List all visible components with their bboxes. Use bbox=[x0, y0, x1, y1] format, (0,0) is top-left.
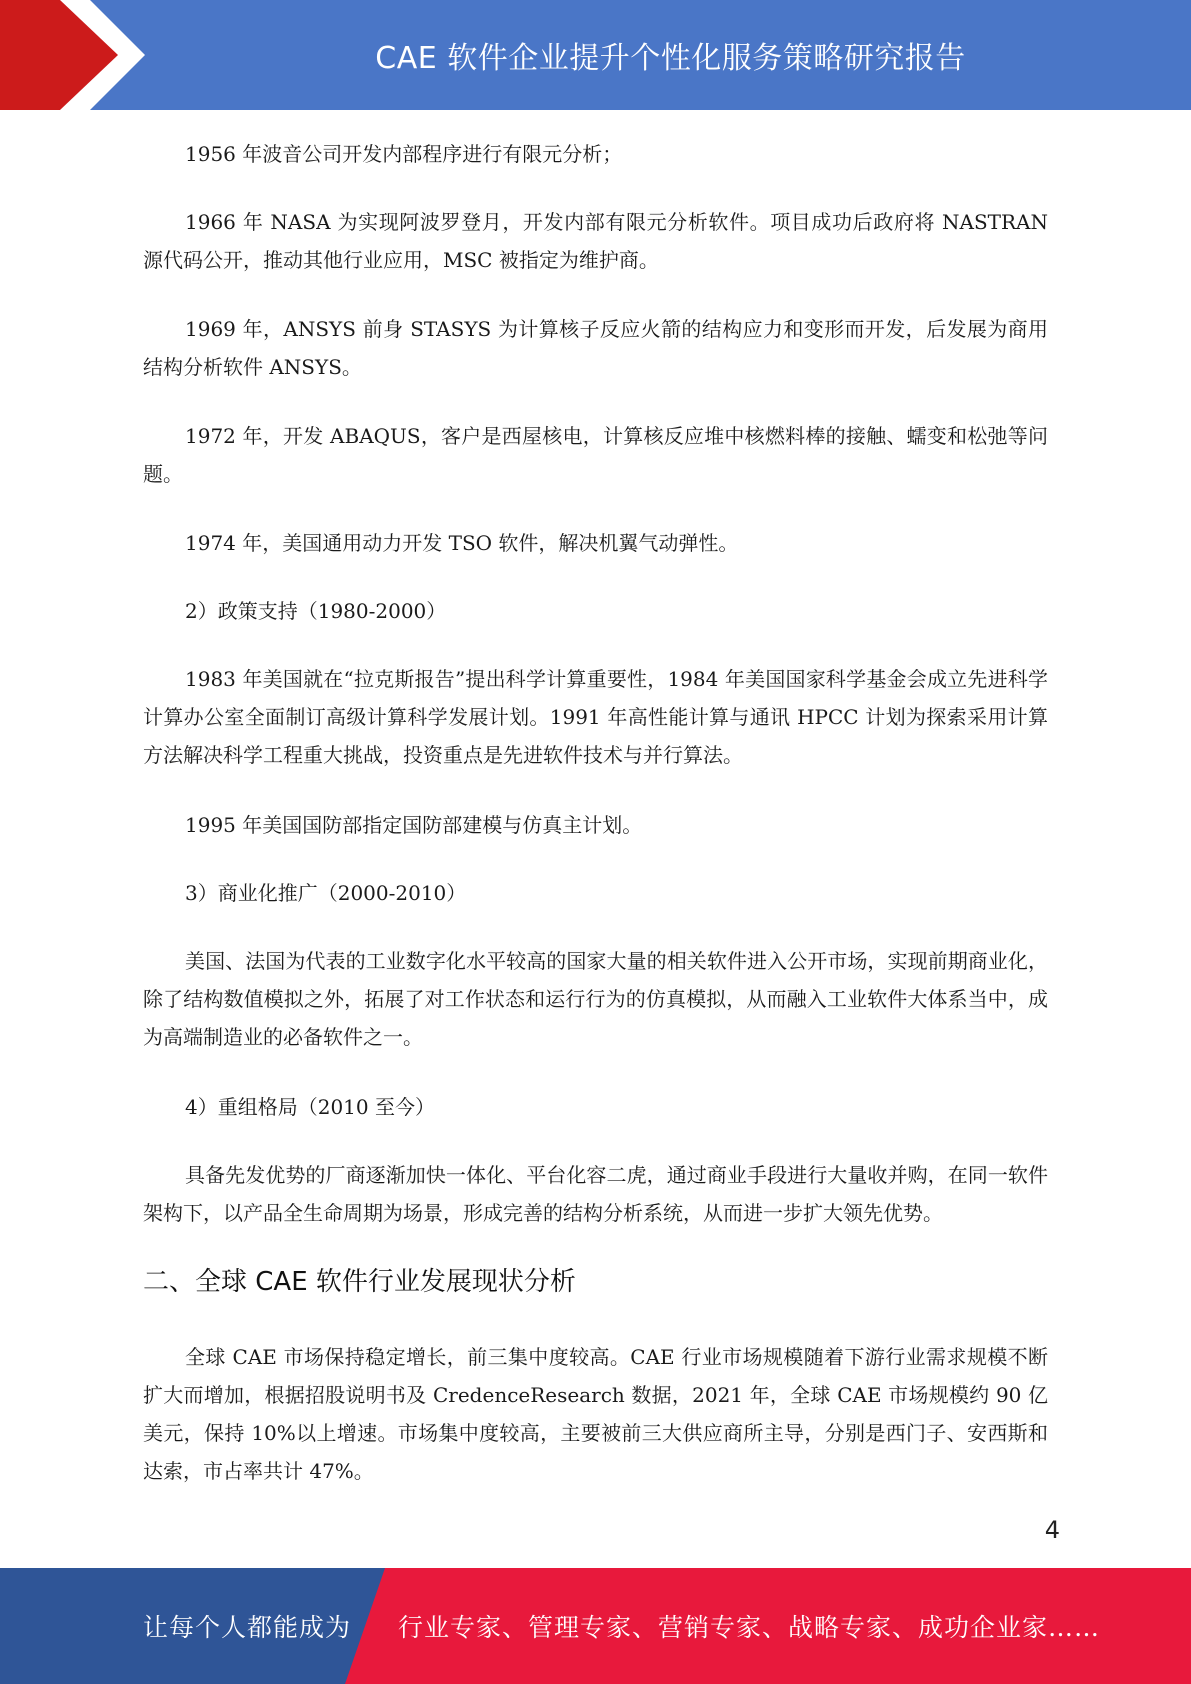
page-header bbox=[0, 0, 1191, 110]
page-number: 4 bbox=[1044, 1516, 1060, 1544]
paragraph-1983: 1983 年美国就在“拉克斯报告”提出科学计算重要性，1984 年美国国家科学基金会成立先进科学计算办公室全面制订高级计算科学发展计划。1991 年高性能计算与通讯 HPCC 计划为探索采用计算方法解决科学工程重大挑战，投资重点是先进软件技术与并行算法。 bbox=[143, 667, 1048, 767]
paragraph-1995: 1995 年美国国防部指定国防部建模与仿真主计划。 bbox=[185, 813, 643, 837]
footer-slogan-left: 让每个人都能成为 bbox=[143, 1613, 352, 1642]
paragraph-1969: 1969 年，ANSYS 前身 STASYS 为计算核子反应火箭的结构应力和变形而开发，后发展为商用结构分析软件 ANSYS。 bbox=[143, 317, 1048, 379]
paragraph-commercialization: 美国、法国为代表的工业数字化水平较高的国家大量的相关软件进入公开市场，实现前期商业化，除了结构数值模拟之外，拓展了对工作状态和运行行为的仿真模拟，从而融入工业软件大体系当中，成为高端制造业的必备软件之一。 bbox=[143, 949, 1048, 1049]
subheading-commercialization: 3）商业化推广（2000-2010） bbox=[185, 881, 467, 905]
paragraph-1966: 1966 年 NASA 为实现阿波罗登月，开发内部有限元分析软件。项目成功后政府将 NASTRAN 源代码公开，推动其他行业应用，MSC 被指定为维护商。 bbox=[143, 210, 1048, 272]
paragraph-global-market: 全球 CAE 市场保持稳定增长，前三集中度较高。CAE 行业市场规模随着下游行业需求规模不断扩大而增加，根据招股说明书及 CredenceResearch 数据，2021 年，全球 CAE 市场规模约 90 亿美元，保持 10%以上增速。市场集中度较高，主要被前三大供应商所主导，分别是西门子、安西斯和达索，市占率共计 47%。 bbox=[143, 1345, 1048, 1483]
report-title: CAE 软件企业提升个性化服务策略研究报告 bbox=[375, 41, 966, 76]
paragraph-restructuring: 具备先发优势的厂商逐渐加快一体化、平台化容二虎，通过商业手段进行大量收并购，在同一软件架构下，以产品全生命周期为场景，形成完善的结构分析系统，从而进一步扩大领先优势。 bbox=[143, 1163, 1048, 1225]
footer-slogan-right: 行业专家、管理专家、营销专家、战略专家、成功企业家…… bbox=[398, 1613, 1101, 1642]
header-arrow-decoration bbox=[0, 0, 160, 110]
paragraph-1972: 1972 年，开发 ABAQUS，客户是西屋核电，计算核反应堆中核燃料棒的接触、蠕变和松弛等问题。 bbox=[143, 424, 1048, 486]
paragraph-1974: 1974 年，美国通用动力开发 TSO 软件，解决机翼气动弹性。 bbox=[185, 531, 739, 555]
subheading-policy-support: 2）政策支持（1980-2000） bbox=[185, 599, 447, 623]
paragraph-1956: 1956 年波音公司开发内部程序进行有限元分析； bbox=[185, 142, 623, 166]
subheading-restructuring: 4）重组格局（2010 至今） bbox=[185, 1095, 435, 1119]
section-heading: 二、全球 CAE 软件行业发展现状分析 bbox=[143, 1267, 576, 1297]
page-footer bbox=[0, 1568, 1191, 1684]
